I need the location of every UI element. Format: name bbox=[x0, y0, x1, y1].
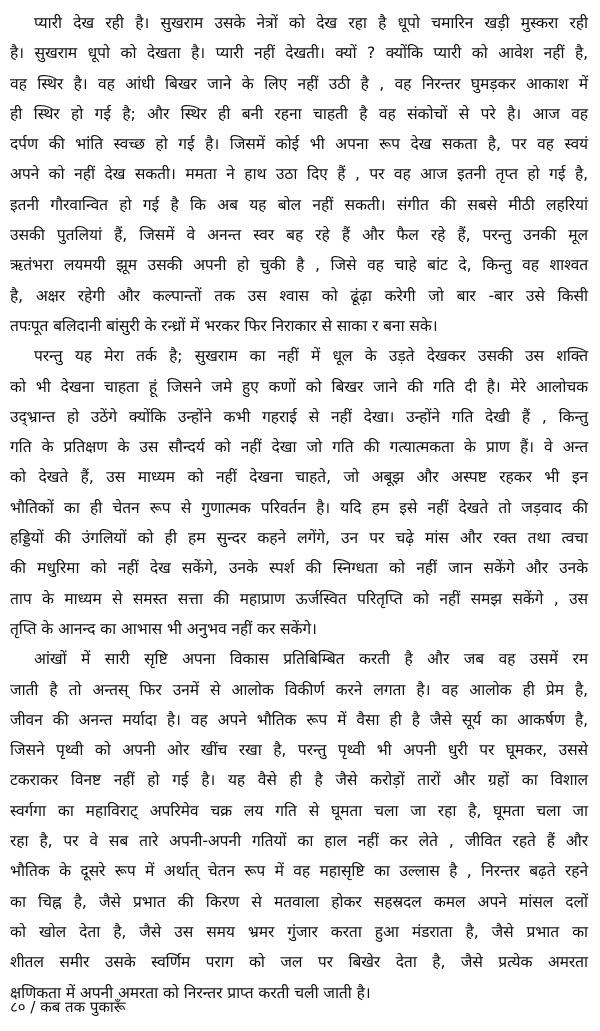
text-line: ही स्थिर हो गई है; और स्थिर ही बनी रहना चाहती है वह संकोचों से परे है। आज वह bbox=[10, 104, 588, 123]
paragraph-first-line: प्यारी देख रही है। सुखराम उसके नेत्रों को देख रहा है धूपो चमारिन खड़ी मुस्करा रही bbox=[34, 14, 588, 32]
text-line: का चिह्न है, जैसे प्रभात की किरण से मतवाला होकर सहस्रदल कमल अपने मांसल दलों bbox=[10, 892, 588, 911]
text-line: तपःपूत बलिदानी बांसुरी के रन्ध्रों में भरकर फिर निराकार से साका र बना सके। bbox=[10, 316, 438, 335]
text-line: जीवन की अनन्त मर्यादा है। वह अपने भौतिक रूप में वैसा ही है जैसे सूर्य का आकर्षण है, bbox=[10, 710, 588, 729]
text-line: हड्डियों की उंगलियों को ही हम सुन्दर कहने लगेंगे, उन पर चढ़े मांस और रक्त तथा त्वचा bbox=[10, 529, 588, 548]
text-line: गति के प्रतिक्षण के उस सौन्दर्य को नहीं देखा जो गति की गत्यात्मकता के प्राण हैं। वे अन्त bbox=[10, 438, 588, 457]
text-line: क्षणिकता में अपनी अमरता को निरन्तर प्राप्त करती चली जाती है। bbox=[10, 983, 371, 1002]
text-line: इतनी गौरवान्वित हो गई है कि अब यह बोल नहीं सकती। संगीत की सबसे मीठी लहरियां bbox=[10, 195, 588, 214]
body-text bbox=[10, 8, 588, 1008]
text-line: जाती है तो अन्तस् फिर उनमें से आलोक विकीर्ण करने लगता है। वह आलोक ही प्रेम है, bbox=[10, 680, 588, 699]
page-footer: ८० / कब तक पुकारूँ bbox=[10, 998, 126, 1016]
text-line: भौतिकों का ही चेतन रूप से गुणात्मक परिवर्तन है। यदि हम इसे नहीं देखते तो जड़वाद की bbox=[10, 498, 588, 517]
text-line: भौतिक के दूसरे रूप में अर्थात् चेतन रूप में वह महासृष्टि का उल्लास है , निरन्तर बढ़ते रहने bbox=[10, 862, 588, 881]
text-line: रहा है, पर वे सब तारे अपनी-अपनी गतियों का हाल नहीं कर लेते , जीवित रहते हैं और bbox=[10, 832, 588, 851]
text-line: टकराकर विनष्ट नहीं हो गई है। यह वैसे ही है जैसे करोड़ों तारों और ग्रहों का विशाल bbox=[10, 771, 588, 790]
text-line: उसकी पुतलियां हैं, जिसमें वे अनन्त स्वर बह रहे हैं और फैल रहे हैं, परन्तु उनकी मूल bbox=[10, 226, 588, 245]
text-line: दर्पण की भांति स्वच्छ हो गई है। जिसमें कोई भी अपना रूप देख सकता है, पर वह स्वयं bbox=[10, 135, 588, 154]
text-line: की मधुरिमा को नहीं देख सकेंगे, उनके स्पर्श की स्निग्धता को नहीं जान सकेंगे और उनके bbox=[10, 559, 588, 578]
text-line: स्वर्गगा का महाविराट् अपरिमेव चक्र लय गति से घूमता चला जा रहा है, घूमता चला जा bbox=[10, 801, 588, 820]
text-line: को देखते हैं, उस माध्यम को नहीं देखना चाहते, जो अबूझ और अस्पष्ट रहकर भी इन bbox=[10, 468, 588, 487]
text-line: को खोल देता है, जैसे उस समय भ्रमर गुंजार करता हुआ मंडराता है, जैसे प्रभात का bbox=[10, 922, 588, 941]
text-line: को भी देखना चाहता हूं जिसने जमे हुए कणों को बिखर जाने की गति दी है। मेरे आलोचक bbox=[10, 377, 588, 396]
text-line: ऋतंभरा लयमयी झूम उसकी अपनी हो चुकी है , जिसे वह चाहे बांट दे, किन्तु वह शाश्वत bbox=[10, 256, 588, 275]
paragraph-first-line: आंखों में सारी सृष्टि अपना विकास प्रतिबिम्बित करती है और जब वह उसमें रम bbox=[34, 650, 588, 669]
text-line: उद्‌भ्रान्त हो उठेंगे क्योंकि उन्होंने कभी गहराई से नहीं देखा। उन्होंने गति देखी हैं , किन्तु bbox=[10, 407, 588, 426]
text-line: है, अक्षर रहेगी और कल्पान्तों तक उस श्वास को ढूंढ़ा करेगी जो बार -बार उसे किसी bbox=[10, 286, 588, 305]
text-line: है। सुखराम धूपो को देखता है। प्यारी नहीं देखती। क्यों ? क्योंकि प्यारी को आवेश नहीं है, bbox=[10, 44, 588, 63]
text-line: अपने को नहीं देख सकती। ममता ने हाथ उठा दिए हैं , पर वह आज इतनी तृप्त हो गई है, bbox=[10, 165, 588, 184]
text-line: तृप्ति के आनन्द का आभास भी अनुभव नहीं कर सकेंगे। bbox=[10, 619, 317, 638]
paragraph-first-line: परन्तु यह मेरा तर्क है; सुखराम का नहीं में धूल के उड़ते देखकर उसकी उस शक्ति bbox=[34, 347, 588, 366]
text-line: शीतल समीर उसके स्वर्णिम पराग को जल पर बिखेर देता है, जैसे प्रत्येक अमरता bbox=[10, 953, 588, 972]
text-line: वह स्थिर है। वह आंधी बिखर जाने के लिए नहीं उठी है , वह निरन्तर घुमड़कर आकाश में bbox=[10, 74, 588, 93]
text-line: ताप के माध्यम से समस्त सत्ता की महाप्राण ऊर्जस्वित परितृप्ति को नहीं समझ सकेंगे , उस bbox=[10, 589, 588, 608]
text-line: जिसने पृथ्वी को अपनी ओर खींच रखा है, परन्तु पृथ्वी भी अपनी धुरी पर घूमकर, उससे bbox=[10, 741, 588, 760]
